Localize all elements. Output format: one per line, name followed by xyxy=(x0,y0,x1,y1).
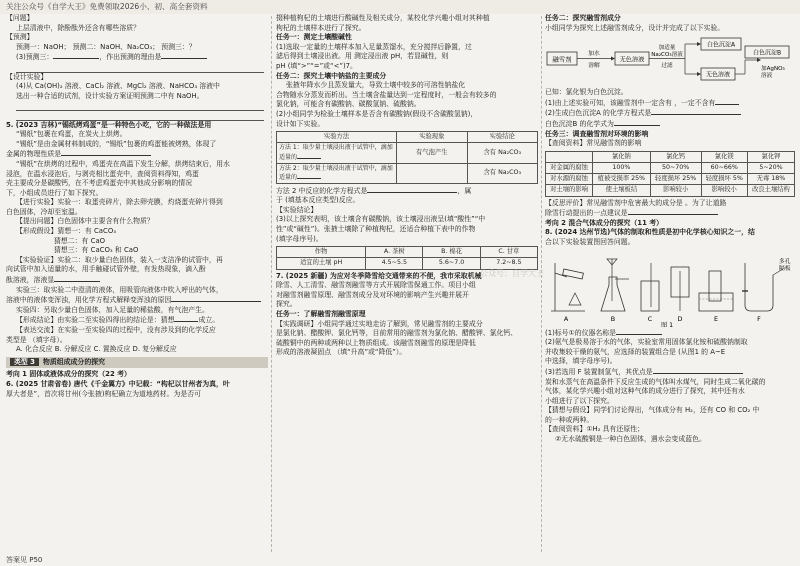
text-line: 【进行实验】实验一：取蛋壳碎片，除去卵壳膜，灼烧蛋壳碎片得到 xyxy=(16,198,223,207)
flow-label-start: 融雪剂 xyxy=(552,55,572,64)
table-row xyxy=(546,185,795,196)
table-header: 实验方法 xyxy=(277,132,397,143)
answer-blank[interactable] xyxy=(367,186,457,193)
flow-label-solution: 溶液 xyxy=(761,73,773,80)
task-title: 任务一：了解融雪剂融雪原理 xyxy=(276,310,366,319)
text-line: “锡纸”在烘烤的过程中，鸡蛋壳在高温下发生分解，烘烤结束后，用水 xyxy=(16,159,230,168)
task-title: 任务三：调查融雪剂对环境的影响 xyxy=(545,129,649,138)
table-cell-text: 方法 1：取少量土壤浸出液于试管中，滴加适量的 xyxy=(279,144,393,161)
text-line: 性”或“碱性”)。张掖土壤除了种植枸杞，还适合种植下表中的作物 xyxy=(276,225,476,234)
text-line xyxy=(545,108,795,119)
table-header: 氯化镁 xyxy=(701,151,747,162)
task-title: 任务二：探究融雪剂成分 xyxy=(545,14,621,22)
section-title: 物质组成成分的探究 xyxy=(42,357,105,366)
text-fragment: (1)由上述实验可知，该融雪剂中一定含有 ，一定不含有 xyxy=(545,98,716,107)
text-line: 【实践调研】小组同学通过实地走访了解到，常见融雪剂的主要成分 xyxy=(276,319,483,328)
text-line: 枸杞的土壤样本进行了探究。 xyxy=(276,23,366,32)
answer-blank[interactable] xyxy=(616,328,662,335)
task-title: 任务一：测定土壤酸碱性 xyxy=(276,33,352,42)
text-line: “锡纸”包裹在鸡蛋，在炭火上烘烤。 xyxy=(16,130,127,139)
text-line xyxy=(545,98,795,109)
text-line: 类型是 （填字母）。 xyxy=(6,335,67,344)
text-line: 并收集较干燥的氨气，应选择的装置组合是 (从图1 的 A~E xyxy=(545,347,726,356)
text-line: (填字母序号)。 xyxy=(276,234,323,243)
test-tube-a xyxy=(563,269,584,279)
text-line xyxy=(6,52,268,63)
table-cell: 轻度损坏 25% xyxy=(650,174,701,185)
text-line: 实验四：另取少量白色固体，加入足量的稀盐酸，有气泡产生。 xyxy=(16,305,209,314)
answer-blank[interactable] xyxy=(614,119,660,126)
table-header: 氯化钙 xyxy=(650,151,701,162)
column-middle xyxy=(276,14,538,554)
collection-bottle-e xyxy=(709,271,721,301)
table-cell: 5~20% xyxy=(747,162,794,173)
answer-blank[interactable] xyxy=(54,275,100,282)
table-cell: 轻度损坏 5% xyxy=(701,174,747,185)
text-line: 合以下实验装置图回答问题。 xyxy=(545,237,635,246)
text-line: 【实验结论】 xyxy=(276,205,318,214)
subsection-title: 考向 1 固体或液体成分的探究（22 考） xyxy=(6,370,131,379)
table-cell-blank[interactable] xyxy=(397,163,467,183)
answer-blank[interactable] xyxy=(651,108,741,115)
text-line: 除雪、人工清雪、融雪剂融雪等方式开展除雪保通工作。项目小组 xyxy=(276,281,476,290)
text-line: 氯化钠，可能含有碳酸钠、碳酸氢钠、硫酸钠。 xyxy=(276,100,421,109)
column-right xyxy=(545,14,795,554)
text-line: 向试管中加入适量的水，用手触碰试管外壁，有发热现象，滴入酚 xyxy=(6,265,206,274)
text-fragment: 白色沉淀B 的化学式为 xyxy=(545,119,614,128)
question-stem: 5. (2023 吉林)“锡纸烤鸡蛋”是一种特色小吃，它的一种做法是用 xyxy=(6,120,212,129)
column-left xyxy=(6,14,268,554)
text-line: (1)选取一定量的土壤样本加入足量蒸馏水，充分搅拌后静置，过 xyxy=(276,42,472,51)
table-header-row xyxy=(277,247,538,258)
text-line: 气体，某化学兴趣小组对这种气体的成分进行了探究，其中还有水 xyxy=(545,387,745,396)
text-line: 猜想二：有 CaO xyxy=(54,236,106,245)
table-cell: 有气泡产生 xyxy=(397,143,467,163)
table-cell: 含有 Na₂CO₃ xyxy=(467,163,537,183)
flow-arrowhead xyxy=(611,57,615,61)
alcohol-lamp xyxy=(569,293,581,305)
text-line: 壳主要成分是碳酸钙，在不考虑鸡蛋壳中其他成分影响的情况 xyxy=(6,179,193,188)
flow-label-colorless: 无色溶液 xyxy=(619,56,645,64)
text-line xyxy=(545,328,795,339)
text-fragment: (2)生成白色沉淀A 的化学方程式是 xyxy=(545,109,652,118)
table-header: 实验现象 xyxy=(397,132,467,143)
text-line: 滤后得到土壤浸出液。用 测定浸出液 pH，若显碱性，则 xyxy=(276,52,449,61)
answer-blank[interactable] xyxy=(161,52,207,59)
text-line: 【提出问题】白色固体中主要含有什么物质？ xyxy=(16,217,154,226)
table-header: 氯化钾 xyxy=(747,151,794,162)
flow-label-precipitate-a: 白色沉淀A xyxy=(706,41,736,49)
table-row xyxy=(277,143,538,163)
flow-label-agno3: 加AgNO₃ xyxy=(761,66,785,73)
text-line xyxy=(545,367,795,378)
text-line: 已知：氯化银为白色沉淀。 xyxy=(545,88,628,97)
table-row xyxy=(277,163,538,183)
text-line: 【表达交流】在实验一至实验四的过程中，没有涉及到的化学反应 xyxy=(16,326,216,334)
table-cell: 影响较小 xyxy=(650,185,701,196)
table-header: 氯化钠 xyxy=(593,151,651,162)
text-fragment: (3)预测三： xyxy=(16,53,54,62)
flow-label-filtrate: 无色溶液 xyxy=(705,71,731,79)
flow-label-add: 加适量 xyxy=(658,45,676,52)
apparatus-label: F xyxy=(757,314,761,323)
text-line xyxy=(6,295,268,306)
text-line: 实验三：取实验二中澄清的液体，用吸管向液体中吹入呼出的气体， xyxy=(16,285,223,294)
apparatus-label: C xyxy=(647,314,653,323)
text-line xyxy=(6,149,268,160)
section-tag: 类型 3 xyxy=(10,358,39,366)
page-footer: 答案见 P50 xyxy=(6,556,43,564)
answer-blank[interactable] xyxy=(171,295,261,302)
clamp xyxy=(555,273,567,277)
text-line: 【问题】 xyxy=(6,14,34,22)
flow-label-dissolve: 溶解 xyxy=(588,63,600,70)
text-line: 对融雪剂融雪原理、融雪剂成分及对环境的影响产生兴趣并展开 xyxy=(276,290,469,299)
watermark: 公众号：自学大王 xyxy=(480,269,544,278)
table-cell: 对金属的腐蚀 xyxy=(546,162,593,173)
text-fragment: 金属的物理性质是 xyxy=(6,150,62,159)
crop-ph-table xyxy=(276,246,538,269)
deicer-impact-table xyxy=(545,151,795,197)
table-cell: 60~66% xyxy=(701,162,747,173)
experiment-flowchart xyxy=(545,34,795,86)
table-cell: 50~70% xyxy=(650,162,701,173)
apparatus-annotation: 隔板 xyxy=(779,265,791,272)
table-cell: 改良土壤结构 xyxy=(747,185,794,196)
table-cell: 影响较小 xyxy=(701,185,747,196)
text-line: 猜想三：有 CaCO₃ 和 CaO xyxy=(54,246,139,255)
text-line: (2)小组同学为检验土壤样本是否含有碳酸钠(假设不含碳酸氢钠)， xyxy=(276,109,478,118)
text-line: 中选择，填字母序号)。 xyxy=(545,357,617,366)
table-cell: 适宜的土壤 pH xyxy=(277,258,366,269)
table-cell: 100% xyxy=(593,162,651,173)
flowchart-svg xyxy=(545,34,795,86)
answer-line[interactable] xyxy=(16,63,264,73)
table-header: 作物 xyxy=(277,247,366,258)
text-line: 【预测】 xyxy=(6,33,34,42)
apparatus-label: B xyxy=(610,314,616,323)
text-line: 的一种或两种。 xyxy=(545,415,594,424)
text-line: (3)以上探究表明，该土壤含有碳酸钠，该土壤浸出液呈(填“酸性”“中 xyxy=(276,215,486,224)
table-header: B. 棉花 xyxy=(423,247,480,258)
text-fragment: (1)标号①的仪器名称是 xyxy=(545,328,617,337)
answer-blank[interactable] xyxy=(297,152,321,159)
table-header: A. 茶树 xyxy=(366,247,423,258)
question-stem: 8. (2024 达州节选)气体的制取和性质是初中化学核心知识之一，结 xyxy=(545,228,755,237)
figure-caption: 图 1 xyxy=(660,321,674,327)
table-header-row xyxy=(277,132,538,143)
answer-blank[interactable] xyxy=(297,172,321,179)
text-line: 【实验验证】实验二：取少量白色固体，装入一支洁净的试管中，再 xyxy=(16,255,223,264)
table-cell: 使土壤板结 xyxy=(593,185,651,196)
text-line xyxy=(545,208,795,219)
flow-arrowhead xyxy=(697,72,701,76)
text-fragment: 溶液中的液体变浑浊，用化学方程式解释变浑浊的原因 xyxy=(6,296,172,305)
text-fragment: 酞溶液，溶液显 xyxy=(6,276,55,285)
flow-label-filter: 过滤 xyxy=(661,63,673,70)
text-fragment: 除雪行动提出的一点建议是 xyxy=(545,209,628,218)
table-cell: 对土壤的影响 xyxy=(546,185,593,196)
answer-blank[interactable] xyxy=(61,149,151,156)
text-line: 白色固体，冷却至室温。 xyxy=(6,207,82,216)
text-line: 形成的溶液凝固点 （填“升高”或“降低”）。 xyxy=(276,348,407,357)
answer-line[interactable] xyxy=(16,111,264,121)
text-line: (4)从 Ca(OH)₂ 溶液、CaCl₂ 溶液、MgCl₂ 溶液、NaHCO₃ 溶液中 xyxy=(16,82,220,91)
question-stem: 6. (2025 甘肃省卷) 唐代《千金翼方》中记载：“构杞以甘州者为真，叶 xyxy=(6,379,230,388)
text-line xyxy=(545,119,795,130)
column-divider xyxy=(271,16,272,552)
subsection-title: 考向 2 混合气体成分的探究（11 考） xyxy=(545,218,664,227)
task-title: 任务二：探究土壤中钠盐的主要成分 xyxy=(276,71,387,80)
choice-options: A. 化合反应 B. 分解反应 C. 置换反应 D. 复分解反应 xyxy=(16,345,177,354)
answer-blank[interactable] xyxy=(174,315,198,322)
table-header: C. 甘草 xyxy=(480,247,537,258)
text-line: 【猜想与假设】同学们讨论得出，气体成分有 H₂，还有 CO 和 CO₂ 中 xyxy=(545,406,760,415)
table-header xyxy=(546,151,593,162)
text-line: 上层清液中，除酚酞外还含有哪些溶质？ xyxy=(16,23,141,32)
text-line: 硫酸铜中的两种或两种以上物质组成。该融雪剂融雪的原理是降低 xyxy=(276,338,476,347)
text-line: 设计如下实验。 xyxy=(276,119,325,128)
text-line xyxy=(6,275,268,286)
section-header xyxy=(6,357,268,369)
apparatus-label: E xyxy=(713,314,719,323)
table-cell xyxy=(277,163,397,183)
flow-arrowhead xyxy=(697,42,701,46)
table-cell: 7.2~8.5 xyxy=(480,258,537,269)
text-line: ②无水硫酸铜是一种白色固体，遇水会变成蓝色。 xyxy=(555,435,706,444)
text-line: 张掖年降水少且蒸发量大，导致土壤中较多的可溶性钠盐化 xyxy=(286,81,466,90)
table-cell: 5.6~7.0 xyxy=(423,258,480,269)
text-fragment: ，作出预测的理由是 xyxy=(99,53,162,62)
text-line: 合物随水分蒸发而析出。当土壤含盐量达到一定程度时，一般会有较多的 xyxy=(276,90,497,99)
table-row xyxy=(546,174,795,185)
table-cell-text: 方法 2：取少量土壤浸出液于试管中，滴加适量的 xyxy=(279,164,393,182)
text-line: (2)氨气是极易溶于水的气体，实验室常用固体氯化铵和硫酸钠制取 xyxy=(545,338,748,347)
text-line: 【形成假设】猜想一：有 CaCO₃ xyxy=(16,227,117,236)
answer-blank[interactable] xyxy=(715,98,739,105)
text-line: 于 (填基本反应类型)反应。 xyxy=(276,196,360,205)
experiment-table xyxy=(276,131,538,184)
text-line: 探究。 xyxy=(276,300,297,309)
flow-arrowhead xyxy=(757,58,761,62)
question-stem: 7. (2025 新疆) 为应对冬季降雪给交通带来的不便，我市采取机械 xyxy=(276,271,482,280)
text-line: pH (填“>”“=”或“<”)7。 xyxy=(276,61,357,70)
text-line: 预测一：NaOH； 预测二：NaOH、Na₂CO₃； 预测三：？ xyxy=(16,42,196,51)
table-header: 实验结论 xyxy=(467,132,537,143)
text-line: 小组进行了以下探究。 xyxy=(545,396,614,405)
answer-blank[interactable] xyxy=(628,208,718,215)
apparatus-svg xyxy=(545,249,795,327)
text-line: “锡纸”是由金属材料制成的，“锡纸”包裹的鸡蛋能被烤熟，体现了 xyxy=(16,139,217,148)
water-trough xyxy=(699,293,733,311)
text-line: 【查阅资料】①H₂ 具有还原性； xyxy=(545,425,644,434)
apparatus-label: A xyxy=(563,314,569,323)
text-line: 【形成结论】由实验二至实验四得出的结论是：猜想 成立。 xyxy=(16,316,220,325)
apparatus-annotation: 多孔 xyxy=(779,258,791,265)
apparatus-figure xyxy=(545,249,795,327)
table-cell: 无毒 18% xyxy=(747,174,794,185)
answer-line[interactable] xyxy=(16,101,264,111)
text-line: 小组同学为探究上述融雪剂成分，设计并完成了以下实验。 xyxy=(545,23,725,32)
u-tube-f xyxy=(745,263,773,311)
text-line: 浸泡，在温水浸泡后，与剥壳相比蛋壳中，查阅资料得知，鸡蛋 xyxy=(6,169,199,178)
text-line: 炭和水蒸气在高温条件下反应生成的气体叫水煤气，同时生成二氧化碳的 xyxy=(545,377,766,386)
answer-blank[interactable] xyxy=(53,52,99,59)
table-cell: 含有 Na₂CO₃ xyxy=(467,143,537,163)
table-cell: 对水源的腐蚀 xyxy=(546,174,593,185)
text-fragment: (3)若选用 F 装置制氢气，其优点是 xyxy=(545,367,653,376)
table-header-row xyxy=(546,151,795,162)
text-line: 【查阅资料】常见融雪剂的影响 xyxy=(545,139,642,148)
gas-bottle-c xyxy=(641,281,659,311)
text-line: 方法 2 中反应的化学方程式是 ，属 xyxy=(276,186,472,195)
header-banner: 关注公众号《自学大王》免费领取2026小、初、高全套资料 xyxy=(0,0,800,14)
table-cell: 植被受损率 25% xyxy=(593,174,651,185)
flow-label-water: 加水 xyxy=(588,51,600,58)
text-line: 【反思评价】常见融雪剂中危害最大的成分是 。为了让道路 xyxy=(545,198,727,207)
text-fragment: 【形成结论】由实验二至实验四得出的结论是：猜想 xyxy=(16,316,175,325)
text-line: 选出一种合适的试剂，设计实验方案证明预测二中有 NaOH。 xyxy=(16,91,204,100)
flow-label-reagent: Na₂CO₃溶液 xyxy=(651,52,683,59)
table-cell xyxy=(277,143,397,163)
text-line: 下，小组成员进行了如下探究。 xyxy=(6,188,103,197)
answer-blank[interactable] xyxy=(653,367,743,374)
text-line: 厚大者是”，首次将甘州(今张掖)枸杞确立为道地药材。为是否可 xyxy=(6,389,201,398)
text-line: 【设计实验】 xyxy=(6,72,48,81)
apparatus-label: D xyxy=(677,314,683,323)
table-cell: 4.5~5.5 xyxy=(366,258,423,269)
flow-label-precipitate-b: 白色沉淀B xyxy=(752,49,782,57)
text-fragment: 方法 2 中反应的化学方程式是 xyxy=(276,186,368,195)
text-line: 是氯化钠、醋酸钾、氯化钙等，目前常用的融雪剂为氯化钠、醋酸钾、氯化钙、 xyxy=(276,329,518,338)
text-line: 掇种植枸杞的土壤进行酸碱性及相关成分，某校化学兴趣小组对其种植 xyxy=(276,14,490,22)
table-row xyxy=(546,162,795,173)
column-divider xyxy=(541,16,542,552)
flask-b xyxy=(601,277,625,311)
